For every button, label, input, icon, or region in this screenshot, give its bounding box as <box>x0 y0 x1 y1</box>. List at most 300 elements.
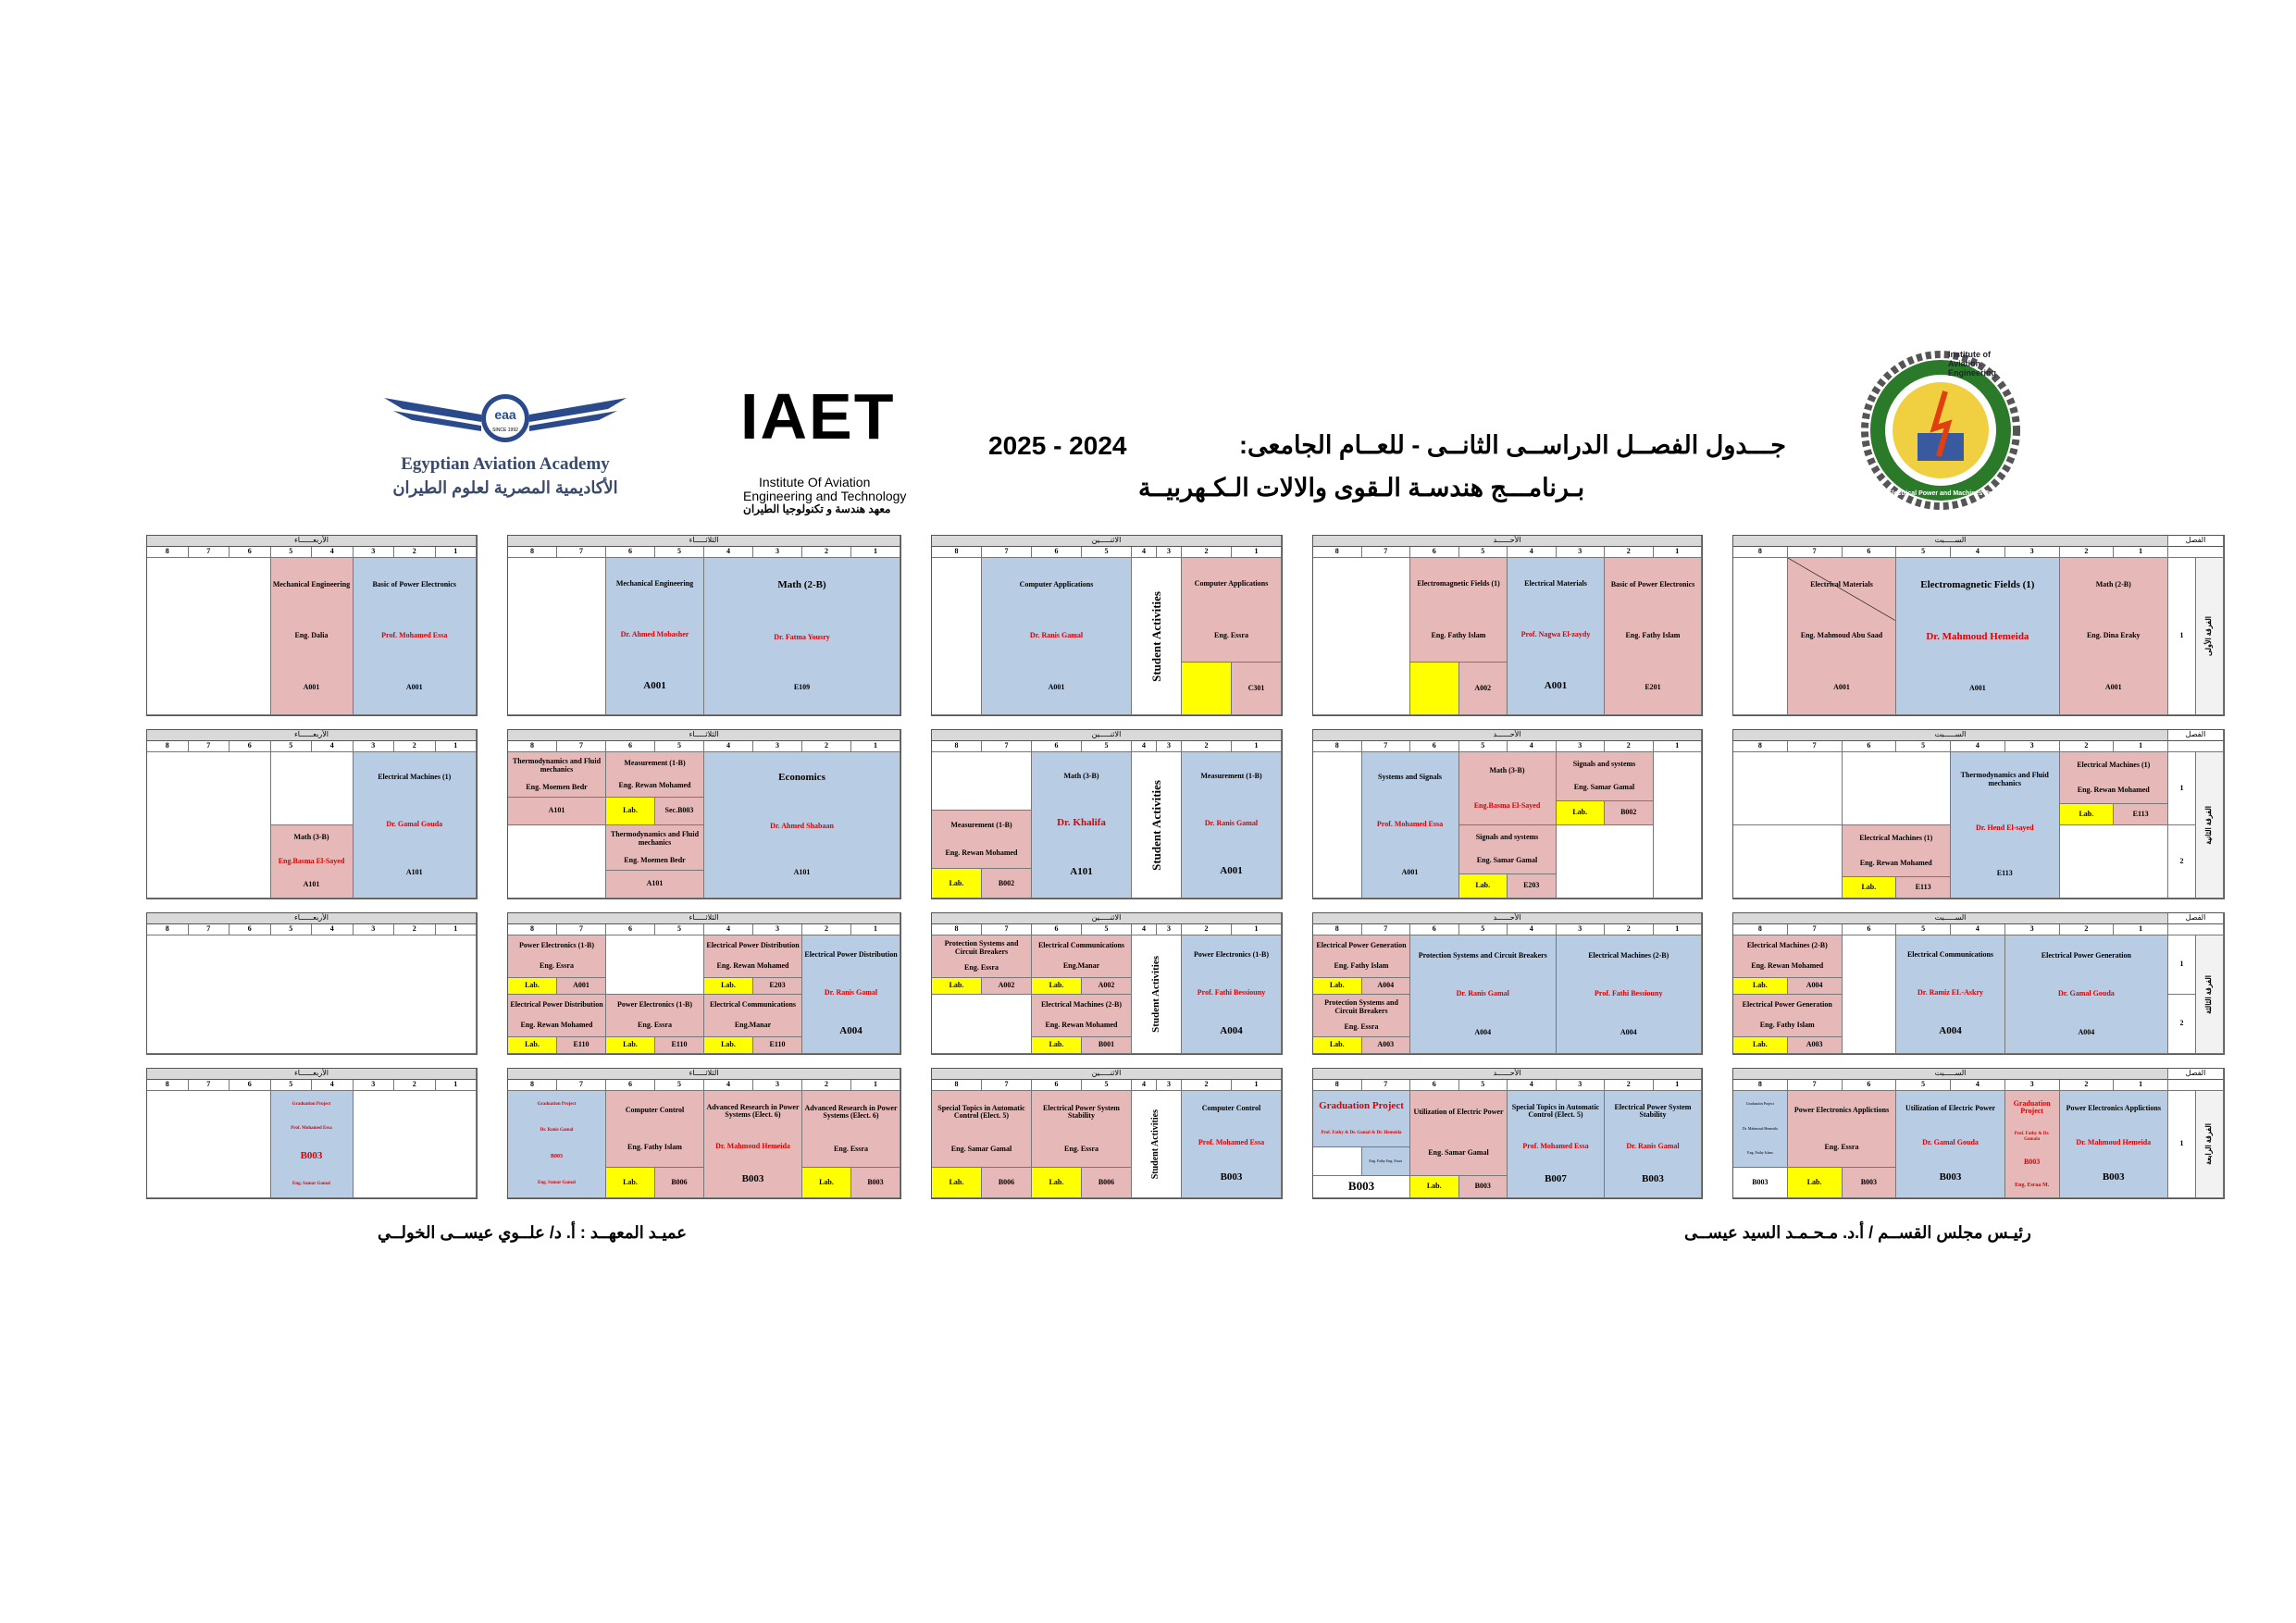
room: A001 <box>557 978 606 995</box>
room: E113 <box>2114 804 2168 825</box>
class-slot[interactable] <box>1032 995 1132 1037</box>
class-slot[interactable] <box>508 1091 606 1198</box>
period-number: 6 <box>230 741 271 752</box>
period-number: 1 <box>851 1080 900 1091</box>
class-slot[interactable] <box>1182 935 1282 1054</box>
period-number: 8 <box>508 741 557 752</box>
empty-slot <box>147 752 271 898</box>
instructor: Eng. Rewan Mohamed <box>520 1020 593 1029</box>
lab-slot[interactable]: Lab. <box>1459 874 1508 898</box>
room: A101 <box>303 880 320 889</box>
instructor: Prof. Fathy & Dr. Gamal & Dr. Hemeida <box>1321 1131 1402 1136</box>
period-number: 6 <box>1032 741 1082 752</box>
course-name: Electrical Materials <box>1810 579 1873 588</box>
instructor: Dr. Hend El-sayed <box>1975 824 2034 833</box>
period-number: 6 <box>1843 741 1897 752</box>
instructor: Eng. Rewan Mohamed <box>1045 1020 1118 1029</box>
lab-slot[interactable] <box>1410 663 1459 715</box>
period-number: 4 <box>1508 924 1557 935</box>
instructor: Eng.Manar <box>1062 960 1100 970</box>
period-number: 7 <box>557 547 606 558</box>
period-number: 7 <box>557 924 606 935</box>
empty-slot <box>1843 752 1952 825</box>
room: B003 <box>2102 1171 2125 1183</box>
period-number: 7 <box>1788 1080 1843 1091</box>
class-slot[interactable] <box>1182 558 1282 663</box>
course-name: Electrical Power System Stability <box>1614 1102 1692 1120</box>
class-slot[interactable] <box>508 752 606 798</box>
course-name: Mechanical Engineering <box>615 579 694 588</box>
instructor: Eng. Essra <box>964 962 999 972</box>
period-number: 2 <box>1182 1080 1232 1091</box>
class-slot[interactable] <box>1733 1091 1788 1168</box>
course-name: Graduation Project <box>292 1101 331 1107</box>
period-number: 1 <box>2114 741 2168 752</box>
period-number: 3 <box>753 1080 802 1091</box>
instructor: Prof. Nagwa El-zaydy <box>1520 629 1591 638</box>
lab-slot[interactable]: Lab. <box>932 869 982 898</box>
class-slot[interactable] <box>1410 558 1508 663</box>
class-slot[interactable] <box>606 752 704 798</box>
class-slot[interactable] <box>1896 1091 2005 1198</box>
class-slot[interactable] <box>704 935 802 978</box>
student-activities-label: Student Activities <box>1150 1109 1161 1180</box>
lab-slot[interactable]: Lab. <box>606 1168 655 1198</box>
class-slot[interactable] <box>1032 1091 1132 1168</box>
room: E110 <box>655 1037 704 1054</box>
class-slot[interactable] <box>354 752 478 898</box>
period-number: 1 <box>1654 547 1703 558</box>
day-header: الاثنـــــين <box>932 1069 1282 1080</box>
room: C301 <box>1232 663 1282 715</box>
instructor: Eng. Essra <box>1344 1022 1379 1031</box>
lab-slot[interactable]: Lab. <box>1032 1168 1082 1198</box>
period-number: 5 <box>1896 547 1951 558</box>
period-number: 6 <box>230 924 271 935</box>
empty-slot <box>1557 825 1654 898</box>
instructor: Eng. Fathy Islam <box>627 1142 682 1151</box>
period-number: 8 <box>508 1080 557 1091</box>
period-number: 1 <box>436 924 478 935</box>
course-name: Math (3-B) <box>1063 771 1099 780</box>
empty-slot <box>1733 752 1843 825</box>
period-number: 1 <box>851 924 900 935</box>
department-head-signature: رئيـس مجلس القســم / أ.د. مـحـمـد السيد عيســى <box>1684 1223 2031 1242</box>
instructor: Eng. Fathy Islam <box>1625 631 1681 640</box>
iaet-logo-mark: IAET <box>740 380 896 452</box>
course-name: Signals and systems <box>1572 760 1636 769</box>
class-slot[interactable] <box>1557 935 1703 1054</box>
lab-slot[interactable]: Lab. <box>704 1037 753 1054</box>
period-number: 7 <box>1362 924 1411 935</box>
course-name: Thermodynamics and Fluid mechanics <box>1960 771 2049 787</box>
period-number: 4 <box>1132 547 1157 558</box>
day-header: الثلاثـــــاء <box>508 913 900 924</box>
period-number: 8 <box>932 741 982 752</box>
class-slot[interactable] <box>932 811 1032 869</box>
academic-year: 2025 - 2024 <box>988 431 1127 460</box>
lab-slot[interactable]: Lab. <box>1032 1037 1082 1054</box>
period-number: 1 <box>2114 924 2168 935</box>
period-number: 5 <box>1082 547 1132 558</box>
instructor: Prof. Mohamed Essa <box>291 1126 332 1132</box>
room: B003 <box>1313 1176 1410 1198</box>
room: A004 <box>1788 978 1843 995</box>
class-slot[interactable] <box>1605 558 1702 715</box>
period-number: 4 <box>312 547 354 558</box>
room: B003 <box>1642 1172 1664 1184</box>
period-number: 2 <box>394 924 436 935</box>
period-number: 6 <box>606 924 655 935</box>
day-header: الأربعــــــاء <box>147 913 477 924</box>
period-number: 5 <box>271 1080 313 1091</box>
period-number: 8 <box>1313 741 1362 752</box>
instructor: Eng. Essra <box>834 1144 868 1153</box>
class-slot[interactable] <box>2060 558 2169 715</box>
y3-saturday-grid <box>1732 912 2225 1055</box>
period-number: 8 <box>147 1080 189 1091</box>
course-name: Measurement (1-B) <box>624 759 686 768</box>
class-slot[interactable] <box>1508 558 1605 715</box>
department-ring-text: Institute of Aviation Engineering <box>1948 350 1997 378</box>
student-activities-label: Student Activities <box>1148 590 1163 682</box>
instructor: Eng. Fathy Eng. Essra <box>1362 1147 1411 1176</box>
year-label <box>2196 558 2224 715</box>
period-number: 6 <box>1410 924 1459 935</box>
empty-slot <box>147 1091 271 1198</box>
period-number: 4 <box>1951 547 2005 558</box>
period-number: 3 <box>2005 741 2060 752</box>
period-number: 6 <box>606 547 655 558</box>
class-slot[interactable] <box>1896 558 2059 715</box>
student-activities <box>1132 752 1182 898</box>
course-name: Graduation Project <box>2013 1098 2051 1116</box>
y4-sunday-grid <box>1312 1068 1703 1199</box>
y4-tuesday-grid <box>507 1068 901 1199</box>
instructor: Eng. Rewan Mohamed <box>618 780 691 789</box>
instructor: Dr. Mahmoud Hemeida <box>715 1141 790 1150</box>
period-number: 7 <box>189 547 230 558</box>
course-name: Special Topics in Automatic Control (Elect. 5) <box>937 1103 1025 1121</box>
period-number: 1 <box>851 741 900 752</box>
instructor: Prof. Mohamed Essa <box>1522 1141 1589 1150</box>
room: E109 <box>793 683 811 692</box>
room: A101 <box>405 867 423 876</box>
empty-slot <box>932 995 1032 1054</box>
course-name: Electromagnetic Fields (1) <box>1920 578 2035 590</box>
empty-slot <box>1313 752 1362 898</box>
period-number: 5 <box>1459 1080 1508 1091</box>
period-number: 3 <box>1557 741 1606 752</box>
class-slot[interactable] <box>1788 558 1897 715</box>
class-slot[interactable] <box>606 995 704 1037</box>
period-number: 8 <box>932 547 982 558</box>
instructor: Eng. Moemen Bedr <box>526 782 588 791</box>
period-number: 8 <box>147 741 189 752</box>
day-header: الاثنـــــين <box>932 536 1282 547</box>
instructor: Dr. Ranis Gamal <box>824 987 878 997</box>
lab-slot[interactable] <box>1182 663 1232 715</box>
period-number: 4 <box>1508 547 1557 558</box>
period-number: 8 <box>508 924 557 935</box>
y1-saturday-grid <box>1732 535 2225 716</box>
class-slot[interactable] <box>1508 1091 1605 1198</box>
period-number: 5 <box>1459 547 1508 558</box>
class-slot[interactable] <box>1362 752 1459 898</box>
y4-monday-grid <box>931 1068 1283 1199</box>
instructor: Eng. Moemen Bedr <box>624 855 686 864</box>
instructor: Eng. Samar Gamal <box>538 1181 576 1186</box>
section-number: 1 <box>2168 1091 2196 1198</box>
instructor: Eng. Dina Eraky <box>2086 631 2141 640</box>
period-number: 7 <box>189 1080 230 1091</box>
program-subtitle: بـرنامـــج هندسـة الـقوى والالات الـكـهربيــة <box>1138 474 1585 502</box>
lab-slot[interactable]: Lab. <box>1843 877 1897 898</box>
class-slot[interactable] <box>2005 935 2168 1054</box>
lab-slot[interactable]: Lab. <box>1788 1168 1843 1198</box>
class-slot[interactable] <box>1459 825 1557 874</box>
room: A002 <box>1082 978 1132 995</box>
day-header: الســـــبت <box>1733 730 2168 741</box>
class-slot[interactable] <box>1733 995 1843 1037</box>
class-slot[interactable] <box>1313 1091 1410 1147</box>
class-slot[interactable] <box>606 558 704 715</box>
room: E113 <box>1896 877 1951 898</box>
period-number: 3 <box>1557 924 1606 935</box>
y1-wednesday-grid <box>146 535 478 716</box>
period-number: 2 <box>802 741 851 752</box>
lab-slot[interactable]: Lab. <box>1313 978 1362 995</box>
year-label <box>2196 935 2224 1054</box>
period-number: 1 <box>2114 547 2168 558</box>
instructor: Eng. Mahmoud Abu Saad <box>1800 631 1883 640</box>
class-slot[interactable] <box>1557 752 1654 801</box>
lab-slot[interactable]: Lab. <box>1733 1037 1788 1054</box>
lab-slot[interactable]: Lab. <box>704 978 753 995</box>
class-slot[interactable] <box>606 1091 704 1168</box>
lab-slot[interactable]: Lab. <box>1032 978 1082 995</box>
period-number: 8 <box>1313 924 1362 935</box>
course-name: Special Topics in Automatic Control (Elect. 5) <box>1511 1102 1600 1120</box>
room: A004 <box>1620 1027 1637 1036</box>
day-header: الأحــــــد <box>1313 730 1702 741</box>
class-slot[interactable] <box>1733 935 1843 978</box>
period-number: 4 <box>1132 741 1157 752</box>
room: B002 <box>1605 801 1654 825</box>
class-slot[interactable] <box>1313 995 1410 1037</box>
class-slot[interactable] <box>1032 752 1132 898</box>
day-header: الســـــبت <box>1733 913 2168 924</box>
period-number: 6 <box>1410 741 1459 752</box>
class-slot[interactable] <box>1182 1091 1282 1198</box>
period-number: 2 <box>1605 741 1654 752</box>
class-slot[interactable] <box>704 752 900 898</box>
lab-slot[interactable]: Lab. <box>1733 978 1788 995</box>
class-slot[interactable] <box>271 825 354 898</box>
lab-slot[interactable]: Lab. <box>932 978 982 995</box>
empty-slot <box>1733 825 1843 898</box>
class-slot[interactable] <box>2005 1091 2060 1198</box>
class-slot[interactable] <box>704 1091 802 1198</box>
class-slot[interactable] <box>354 558 478 715</box>
day-header: الثلاثـــــاء <box>508 536 900 547</box>
class-slot[interactable] <box>1896 935 2005 1054</box>
period-number: 7 <box>1788 741 1843 752</box>
class-slot[interactable] <box>1788 1091 1897 1168</box>
course-name: Protection Systems and Circuit Breakers <box>1324 998 1398 1015</box>
day-header: الســـــبت <box>1733 1069 2168 1080</box>
class-slot[interactable] <box>802 1091 900 1168</box>
instructor: Dr. Ranis Gamal <box>1456 989 1509 998</box>
course-name: Signals and systems <box>1475 833 1539 842</box>
course-name: Electrical Machines (1) <box>1859 834 1933 843</box>
period-number: 4 <box>312 1080 354 1091</box>
room: A004 <box>1362 978 1411 995</box>
department-ring-text-2: Electrical Power and Machines Program <box>1888 490 2012 497</box>
period-number: 5 <box>271 741 313 752</box>
class-slot[interactable] <box>1313 935 1410 978</box>
course-name: Electrical Power Generation <box>1316 941 1407 950</box>
period-number: 3 <box>1157 547 1182 558</box>
class-slot[interactable] <box>271 558 354 715</box>
empty-slot <box>354 1091 478 1198</box>
class-slot[interactable] <box>704 558 900 715</box>
period-number: 1 <box>1232 547 1282 558</box>
period-number: 7 <box>1788 924 1843 935</box>
room: A004 <box>2078 1027 2095 1036</box>
lab-slot[interactable]: Lab. <box>2060 804 2115 825</box>
lab-slot[interactable]: Lab. <box>932 1168 982 1198</box>
lab-slot[interactable]: Lab. <box>508 1037 557 1054</box>
year-label-text: الفرقة الأولى <box>2204 616 2214 656</box>
room: A004 <box>1474 1027 1492 1036</box>
class-slot[interactable] <box>2060 752 2169 804</box>
instructor: Dr. Ranis Gamal <box>1029 631 1084 640</box>
period-number: 5 <box>655 741 704 752</box>
instructor: Eng. Essra <box>1824 1142 1859 1151</box>
course-name: Basic of Power Electronics <box>372 579 457 588</box>
class-slot[interactable] <box>932 1091 1032 1168</box>
room: A001 <box>1544 680 1568 692</box>
lab-slot[interactable]: Lab. <box>606 1037 655 1054</box>
room: B003 <box>550 1154 563 1160</box>
y1-sunday-grid <box>1312 535 1703 716</box>
room: A001 <box>303 682 320 691</box>
room: A001 <box>1401 867 1419 876</box>
period-number: 1 <box>1232 924 1282 935</box>
class-slot[interactable] <box>1032 935 1132 978</box>
period-number: 6 <box>606 1080 655 1091</box>
period-number: 8 <box>1733 741 1788 752</box>
period-number: 4 <box>312 924 354 935</box>
instructor: Eng. Essra <box>540 960 574 970</box>
course-name: Computer Applications <box>1194 579 1269 588</box>
period-number: 1 <box>1232 741 1282 752</box>
class-slot[interactable] <box>2060 1091 2169 1198</box>
class-slot[interactable] <box>271 1091 354 1198</box>
lab-slot[interactable]: Lab. <box>1410 1176 1459 1198</box>
class-slot[interactable] <box>704 995 802 1037</box>
course-name: Electrical Machines (1) <box>378 772 452 781</box>
empty-slot <box>2060 825 2169 898</box>
day-header: الثلاثـــــاء <box>508 730 900 741</box>
class-slot[interactable] <box>802 935 900 1054</box>
period-number: 5 <box>655 547 704 558</box>
instructor: Prof. Mohamed Essa <box>1198 1137 1265 1146</box>
period-number: 5 <box>1459 741 1508 752</box>
course-name: Power Electronics Applictions <box>2066 1104 2161 1113</box>
class-slot[interactable] <box>1605 1091 1702 1198</box>
class-slot[interactable] <box>982 558 1132 715</box>
room: E110 <box>753 1037 802 1054</box>
period-number: 7 <box>982 741 1032 752</box>
period-number: 5 <box>1896 924 1951 935</box>
lab-slot[interactable]: Lab. <box>606 798 655 825</box>
period-number: 3 <box>354 547 395 558</box>
room: A003 <box>1788 1037 1843 1054</box>
instructor: Eng. Esraa M. <box>2015 1182 2050 1188</box>
y3-sunday-grid <box>1312 912 1703 1055</box>
class-slot[interactable] <box>606 825 704 871</box>
period-number: 7 <box>982 1080 1032 1091</box>
class-slot[interactable] <box>1459 752 1557 825</box>
empty-slot <box>147 935 477 1054</box>
empty-slot <box>147 558 271 715</box>
class-slot[interactable] <box>508 935 606 978</box>
instructor: Eng. Rewan Mohamed <box>2077 785 2150 794</box>
class-slot[interactable] <box>1410 1091 1508 1176</box>
room: B001 <box>1082 1037 1132 1054</box>
room: A004 <box>839 1025 863 1037</box>
class-slot[interactable] <box>508 995 606 1037</box>
course-name: Electrical Machines (2-B) <box>1588 950 1669 960</box>
period-number: 8 <box>932 1080 982 1091</box>
period-number: 2 <box>394 547 436 558</box>
room: E203 <box>1508 874 1557 898</box>
room: B006 <box>655 1168 704 1198</box>
instructor: Eng. Fathy Islam <box>1759 1020 1815 1029</box>
room: A004 <box>1939 1025 1962 1037</box>
spacer <box>2168 1080 2224 1091</box>
lab-slot[interactable]: Lab. <box>802 1168 851 1198</box>
course-name: Power Electronics (1-B) <box>1193 950 1269 960</box>
class-slot[interactable] <box>1951 752 2060 898</box>
lab-slot[interactable]: Lab. <box>1557 801 1606 825</box>
period-number: 7 <box>982 924 1032 935</box>
lab-slot[interactable]: Lab. <box>1313 1037 1362 1054</box>
empty-slot <box>932 752 1032 811</box>
instructor: Dr. Gamal Gouda <box>1922 1137 1979 1146</box>
class-slot[interactable] <box>1182 752 1282 898</box>
eaa-name: Egyptian Aviation Academy <box>401 454 610 474</box>
class-slot[interactable] <box>1843 825 1952 877</box>
dean-signature: عميـد المعهــد : أ. د/ علــوي عيســى الخولــي <box>378 1223 688 1242</box>
class-slot[interactable] <box>932 935 1032 978</box>
period-number: 2 <box>802 547 851 558</box>
y3-tuesday-grid <box>507 912 901 1055</box>
instructor: Eng. Essra <box>638 1020 672 1029</box>
lab-slot[interactable]: Lab. <box>508 978 557 995</box>
department-logo <box>1860 350 2022 512</box>
day-header: الاثنـــــين <box>932 913 1282 924</box>
class-slot[interactable] <box>1410 935 1557 1054</box>
period-number: 8 <box>508 547 557 558</box>
day-header: الاثنـــــين <box>932 730 1282 741</box>
period-number: 7 <box>1362 741 1411 752</box>
instructor: Dr. Mahmoud Hemeida <box>2076 1137 2152 1146</box>
period-number: 6 <box>1410 547 1459 558</box>
course-name: Thermodynamics and Fluid mechanics <box>512 757 602 774</box>
